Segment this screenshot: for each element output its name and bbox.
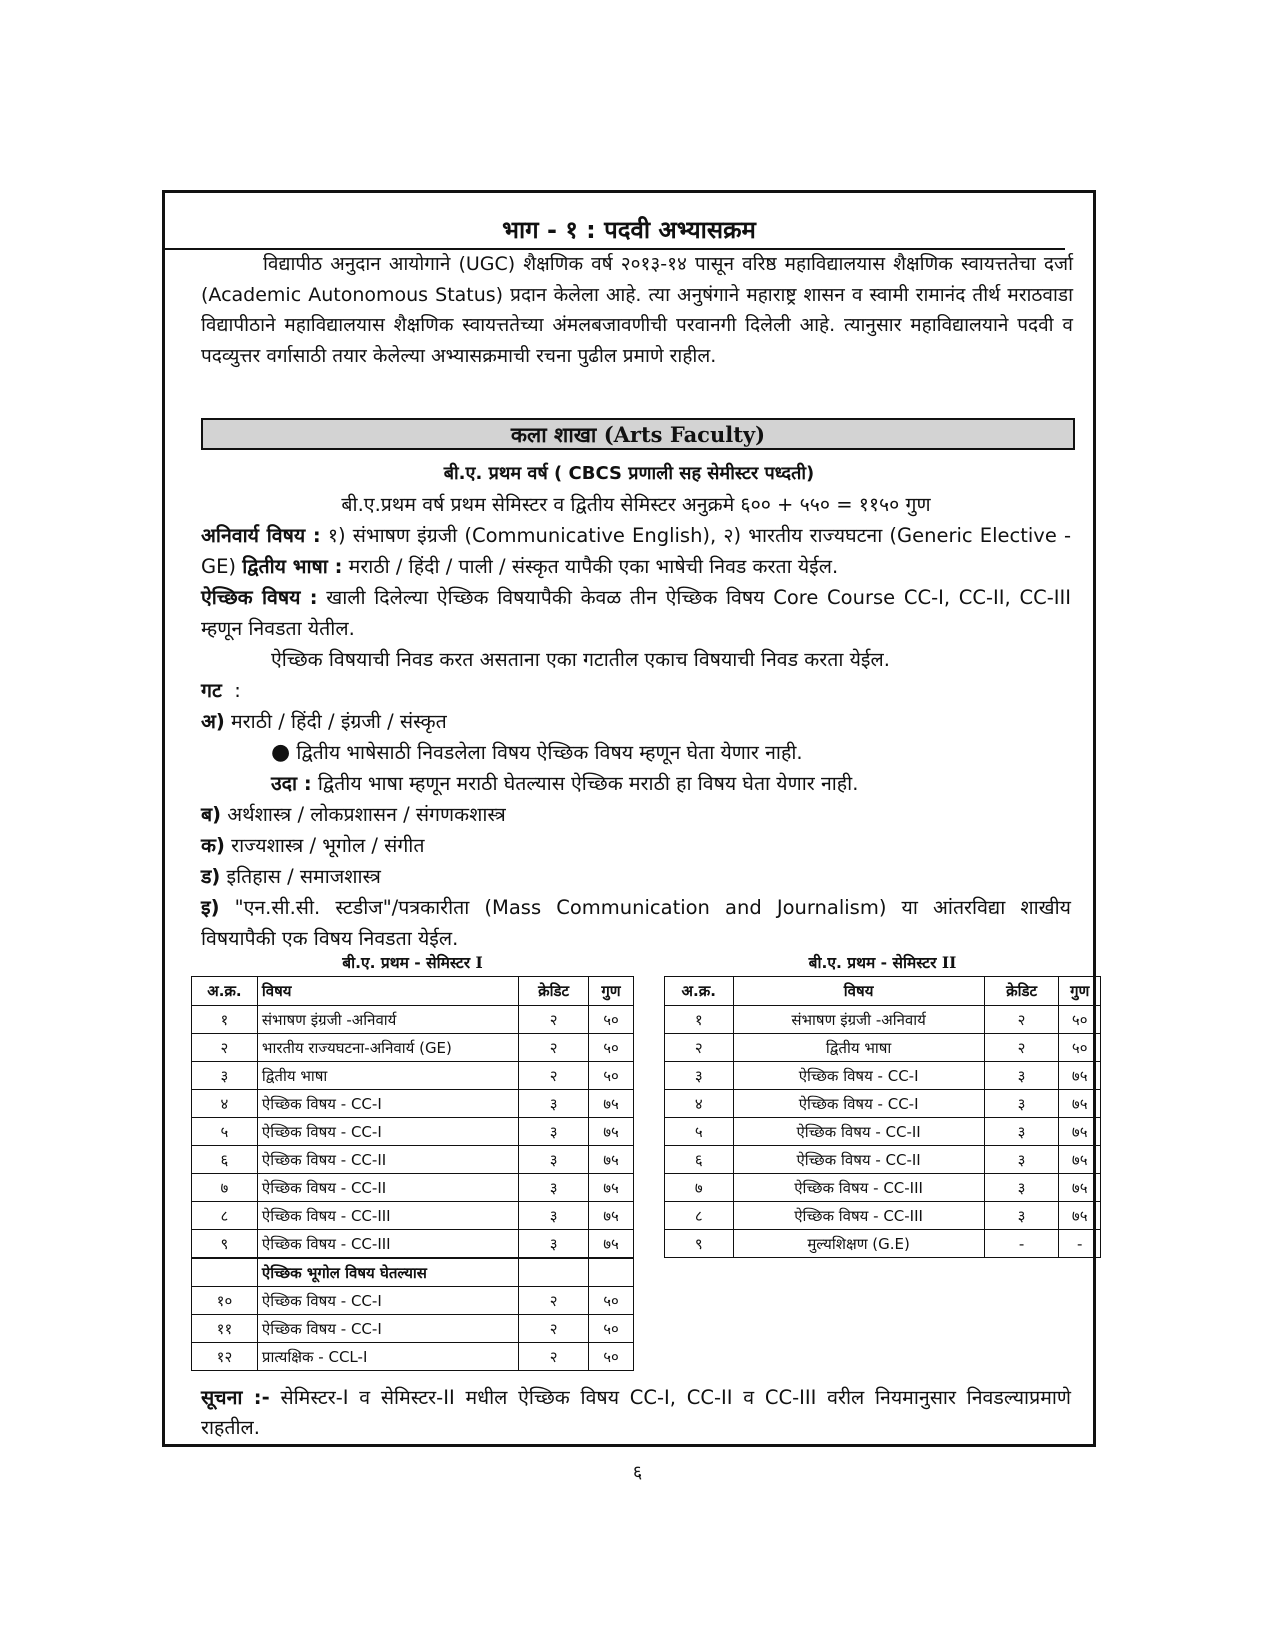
group-example	[201, 768, 1071, 799]
cell-marks: ५०	[589, 1006, 634, 1034]
group-bullet-note	[201, 737, 1071, 768]
cell-no: ९	[192, 1230, 258, 1259]
cell-credit: ३	[519, 1090, 589, 1118]
sem1-header-marks: गुण	[589, 977, 634, 1006]
group-k	[201, 830, 1071, 861]
group-e	[201, 892, 1071, 954]
cell-credit: ३	[984, 1118, 1059, 1146]
cell-credit: २	[519, 1315, 589, 1343]
group-b-key: ब)	[201, 803, 222, 826]
cell-marks: ७५	[1059, 1202, 1101, 1230]
cell-no: ६	[192, 1146, 258, 1174]
table-row	[192, 1315, 634, 1343]
group-k-text: राज्यशास्त्र / भूगोल / संगीत	[224, 834, 425, 857]
cell-marks: ७५	[1059, 1174, 1101, 1202]
cell-subject: संभाषण इंग्रजी -अनिवार्य	[733, 1006, 984, 1034]
table-row	[665, 1146, 1101, 1174]
cell-no: २	[192, 1034, 258, 1062]
cell-marks: ७५	[589, 1174, 634, 1202]
cell-marks: ७५	[1059, 1146, 1101, 1174]
group-d-key: ड)	[201, 865, 221, 888]
cell-no: ४	[192, 1090, 258, 1118]
sem2-header-no: अ.क्र.	[665, 977, 734, 1006]
cell-empty	[192, 1258, 258, 1287]
second-language-label: द्वितीय भाषा :	[242, 555, 343, 578]
geo-header-row	[192, 1258, 634, 1287]
cell-no: ४	[665, 1090, 734, 1118]
cell-marks: ७५	[589, 1118, 634, 1146]
cell-empty	[519, 1258, 589, 1287]
cell-subject: संभाषण इंग्रजी -अनिवार्य	[257, 1006, 518, 1034]
group-k-key: क)	[201, 834, 225, 857]
cell-subject: ऐच्छिक विषय - CC-I	[257, 1090, 518, 1118]
cell-subject: ऐच्छिक विषय - CC-I	[733, 1062, 984, 1090]
table-row	[665, 1034, 1101, 1062]
marks-line-text: बी.ए.प्रथम वर्ष प्रथम सेमिस्टर व द्वितीय सेमिस्टर अनुक्रमे ६०० + ५५० = ११५० गुण	[341, 493, 931, 516]
cell-no: ६	[665, 1146, 734, 1174]
cell-subject: द्वितीय भाषा	[733, 1034, 984, 1062]
cell-marks: ७५	[589, 1146, 634, 1174]
cell-credit: ३	[984, 1202, 1059, 1230]
cell-credit: ३	[984, 1174, 1059, 1202]
example-label: उदा :	[271, 772, 312, 795]
sem2-table	[664, 976, 1101, 1258]
cell-subject: भारतीय राज्यघटना-अनिवार्य (GE)	[257, 1034, 518, 1062]
bullet-note-text: द्वितीय भाषेसाठी निवडलेला विषय ऐच्छिक विषय म्हणून घेता येणार नाही.	[296, 741, 803, 764]
table-row	[665, 1174, 1101, 1202]
cell-subject: ऐच्छिक विषय - CC-I	[257, 1315, 518, 1343]
cell-subject: ऐच्छिक विषय - CC-I	[257, 1118, 518, 1146]
group-b-text: अर्थशास्त्र / लोकप्रशासन / संगणकशास्त्र	[221, 803, 506, 826]
group-a-key: अ)	[201, 710, 225, 733]
sem1-header-row	[192, 977, 634, 1006]
compulsory-subjects	[201, 520, 1071, 582]
cell-subject: ऐच्छिक विषय - CC-III	[257, 1202, 518, 1230]
group-a	[201, 706, 1071, 737]
table-row	[665, 1230, 1101, 1258]
cell-subject: ऐच्छिक विषय - CC-II	[733, 1118, 984, 1146]
cell-no: ५	[192, 1118, 258, 1146]
table-row	[665, 1118, 1101, 1146]
table-row	[192, 1230, 634, 1259]
note	[201, 1383, 1071, 1443]
faculty-banner	[201, 418, 1075, 450]
cell-no: १२	[192, 1343, 258, 1371]
group-heading: गट :	[201, 679, 241, 702]
cell-empty	[589, 1258, 634, 1287]
table-row	[192, 1034, 634, 1062]
cell-no: १	[192, 1006, 258, 1034]
sem1-title	[191, 951, 634, 973]
cell-subject: ऐच्छिक विषय - CC-II	[257, 1174, 518, 1202]
sem1-title-mr: बी.ए. प्रथम - सेमिस्टर	[342, 954, 471, 972]
cell-subject: ऐच्छिक विषय - CC-II	[257, 1146, 518, 1174]
table-row	[665, 1202, 1101, 1230]
table-row	[192, 1090, 634, 1118]
note-label: सूचना :-	[201, 1386, 270, 1409]
table-row	[192, 1146, 634, 1174]
cell-credit: ३	[519, 1146, 589, 1174]
faculty-name-en: (Arts Faculty)	[603, 422, 766, 447]
sem1-title-roman: I	[475, 953, 483, 972]
cell-no: ९	[665, 1230, 734, 1258]
cell-marks: ७५	[1059, 1090, 1101, 1118]
cell-no: ११	[192, 1315, 258, 1343]
intro-text: विद्यापीठ अनुदान आयोगाने (UGC) शैक्षणिक वर्ष २०१३-१४ पासून वरिष्ठ महाविद्यालयास शैक्षणिक स्वायत्ततेचा दर्जा (Academic Autonomous Status) प्रदान केलेला आहे. त्या अनुषंगाने महाराष्ट्र शासन व स्वामी रामानंद तीर्थ मराठवाडा विद्यापीठाने महाविद्यालयास शैक्षणिक स्वायत्ततेच्या अंमलबजावणीची परवानगी दिलेली आहे. त्यानुसार महाविद्यालयाने पदवी व पदव्युत्तर वर्गासाठी तयार केलेल्या अभ्यासक्रमाची रचना पुढील प्रमाणे राहील.	[201, 253, 1073, 367]
cell-credit: २	[519, 1343, 589, 1371]
group-e-text: "एन.सी.सी. स्टडीज"/पत्रकारीता (Mass Communication and Journalism) या आंतरविद्या शाखीय विषयापैकी एक विषय निवडता येईल.	[201, 896, 1071, 950]
cell-marks: ५०	[1059, 1006, 1101, 1034]
cell-marks: ७५	[589, 1230, 634, 1259]
cell-no: ५	[665, 1118, 734, 1146]
table-row	[192, 1006, 634, 1034]
cell-credit: २	[984, 1006, 1059, 1034]
optional-text: खाली दिलेल्या ऐच्छिक विषयापैकी केवळ तीन ऐच्छिक विषय Core Course CC-I, CC-II, CC-III म्हणून निवडता येतील.	[201, 586, 1071, 640]
cell-no: ८	[665, 1202, 734, 1230]
cell-marks: ५०	[589, 1062, 634, 1090]
cell-marks: ७५	[1059, 1062, 1101, 1090]
sem2-header-credit: क्रेडिट	[984, 977, 1059, 1006]
table-row	[665, 1062, 1101, 1090]
cell-no: ३	[192, 1062, 258, 1090]
cell-marks: ५०	[1059, 1034, 1101, 1062]
sem2-title-mr: बी.ए. प्रथम - सेमिस्टर	[808, 954, 937, 972]
cell-marks: ५०	[589, 1343, 634, 1371]
table-row	[192, 1287, 634, 1315]
cell-credit: ३	[519, 1174, 589, 1202]
optional-label: ऐच्छिक विषय :	[201, 586, 318, 609]
table-row	[192, 1062, 634, 1090]
part-title: भाग - १ : पदवी अभ्यासक्रम	[502, 216, 756, 244]
note-text: सेमिस्टर-I व सेमिस्टर-II मधील ऐच्छिक विषय CC-I, CC-II व CC-III वरील नियमानुसार निवडल्याप्रमाणे राहतील.	[201, 1386, 1071, 1439]
cell-credit: २	[519, 1287, 589, 1315]
course-rules	[201, 489, 1071, 954]
cell-no: ७	[192, 1174, 258, 1202]
sem1-body	[192, 1006, 634, 1371]
cell-no: १	[665, 1006, 734, 1034]
group-label: गट	[201, 679, 222, 702]
cell-no: २	[665, 1034, 734, 1062]
cell-marks: ५०	[589, 1315, 634, 1343]
cell-credit: ३	[984, 1062, 1059, 1090]
sem1-table	[191, 976, 634, 1371]
cell-credit: २	[519, 1062, 589, 1090]
table-row	[192, 1174, 634, 1202]
cell-credit: ३	[519, 1202, 589, 1230]
sem1-header-no: अ.क्र.	[192, 977, 258, 1006]
bullet-icon: ●	[271, 740, 291, 765]
sem2-header-subject: विषय	[733, 977, 984, 1006]
sem2-body	[665, 1006, 1101, 1258]
cell-subject: ऐच्छिक विषय - CC-I	[733, 1090, 984, 1118]
cell-marks: ७५	[589, 1202, 634, 1230]
group-rule-text: ऐच्छिक विषयाची निवड करत असताना एका गटातील एकाच विषयाची निवड करता येईल.	[271, 648, 890, 671]
group-b	[201, 799, 1071, 830]
table-row	[665, 1090, 1101, 1118]
group-rule	[201, 644, 1071, 675]
cell-marks: ७५	[589, 1090, 634, 1118]
table-row	[665, 1006, 1101, 1034]
group-d-text: इतिहास / समाजशास्त्र	[220, 865, 381, 888]
sem2-header-marks: गुण	[1059, 977, 1101, 1006]
cell-credit: ३	[984, 1146, 1059, 1174]
cell-subject: ऐच्छिक विषय - CC-III	[733, 1202, 984, 1230]
cell-credit: २	[519, 1006, 589, 1034]
cell-credit: २	[984, 1034, 1059, 1062]
sem1-header-credit: क्रेडिट	[519, 977, 589, 1006]
sem2-title	[664, 951, 1101, 973]
cell-no: ३	[665, 1062, 734, 1090]
cell-subject: ऐच्छिक विषय - CC-I	[257, 1287, 518, 1315]
cell-credit: ३	[984, 1090, 1059, 1118]
cell-credit: ३	[519, 1118, 589, 1146]
example-text: द्वितीय भाषा म्हणून मराठी घेतल्यास ऐच्छिक मराठी हा विषय घेता येणार नाही.	[311, 772, 859, 795]
faculty-name-mr: कला शाखा	[510, 423, 597, 447]
page-number: ६	[632, 1462, 643, 1483]
cell-marks: ७५	[1059, 1118, 1101, 1146]
cell-subject: ऐच्छिक विषय - CC-II	[733, 1146, 984, 1174]
year-title: बी.ए. प्रथम वर्ष ( CBCS प्रणाली सह सेमीस्टर पध्दती)	[443, 463, 815, 484]
cell-no: ७	[665, 1174, 734, 1202]
sem1-header-subject: विषय	[257, 977, 518, 1006]
sem2-header-row	[665, 977, 1101, 1006]
cell-subject: मुल्यशिक्षण (G.E)	[733, 1230, 984, 1258]
cell-credit: २	[519, 1034, 589, 1062]
group-e-key: इ)	[201, 896, 220, 919]
second-language-text: मराठी / हिंदी / पाली / संस्कृत यापैकी एका भाषेची निवड करता येईल.	[342, 555, 839, 578]
table-row	[192, 1118, 634, 1146]
group-d	[201, 861, 1071, 892]
cell-credit: ३	[519, 1230, 589, 1259]
geo-header: ऐच्छिक भूगोल विषय घेतल्यास	[257, 1258, 518, 1287]
cell-subject: प्रात्यक्षिक - CCL-I	[257, 1343, 518, 1371]
sem2-title-roman: II	[941, 953, 957, 972]
intro-paragraph	[201, 249, 1073, 371]
table-row	[192, 1202, 634, 1230]
compulsory-label: अनिवार्य विषय :	[201, 524, 321, 547]
cell-no: १०	[192, 1287, 258, 1315]
optional-subjects	[201, 582, 1071, 644]
marks-line	[201, 489, 1071, 520]
cell-subject: द्वितीय भाषा	[257, 1062, 518, 1090]
cell-credit: -	[984, 1230, 1059, 1258]
page-frame	[162, 190, 1096, 1447]
cell-marks: -	[1059, 1230, 1101, 1258]
cell-subject: ऐच्छिक विषय - CC-III	[733, 1174, 984, 1202]
cell-marks: ५०	[589, 1287, 634, 1315]
cell-marks: ५०	[589, 1034, 634, 1062]
table-row	[192, 1343, 634, 1371]
group-a-text: मराठी / हिंदी / इंग्रजी / संस्कृत	[224, 710, 447, 733]
compulsory-text: १) संभाषण इंग्रजी (Communicative English), २) भारतीय राज्यघटना (Generic Elective - GE)	[201, 524, 1071, 578]
cell-subject: ऐच्छिक विषय - CC-III	[257, 1230, 518, 1259]
cell-no: ८	[192, 1202, 258, 1230]
